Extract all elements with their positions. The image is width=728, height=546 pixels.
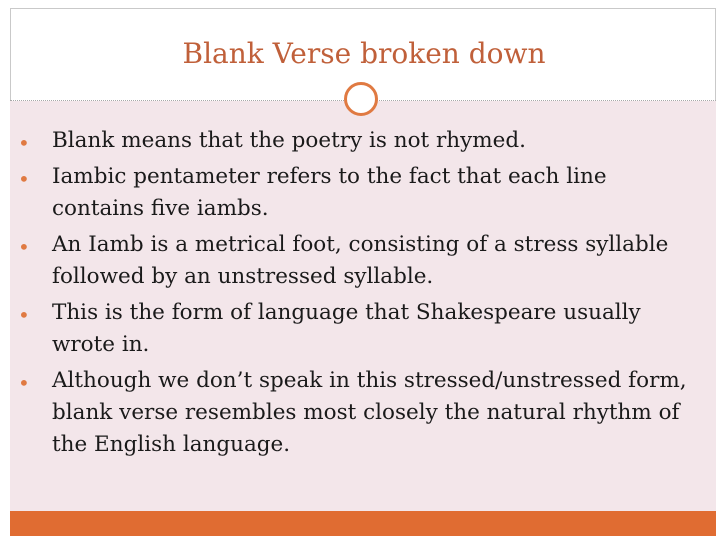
bullet-item — [0, 365, 710, 461]
bullet-icon: • — [18, 371, 30, 395]
bullet-icon: • — [18, 235, 30, 259]
bullet-text: An Iamb is a metrical foot, consisting of a stress syllable followed by an unstressed syllable. — [52, 232, 669, 289]
circle-ornament-icon — [344, 82, 378, 116]
bullet-item — [0, 297, 710, 361]
bullet-text: Blank means that the poetry is not rhymed. — [52, 128, 526, 153]
bullet-icon: • — [18, 303, 30, 327]
bullet-item — [0, 125, 710, 157]
slide-title: Blank Verse broken down — [182, 37, 546, 70]
bullet-icon: • — [18, 131, 30, 155]
bullet-text: Although we don’t speak in this stressed/unstressed form, blank verse resembles most closely the natural rhythm of the English language. — [52, 368, 687, 457]
bullet-text: This is the form of language that Shakespeare usually wrote in. — [52, 300, 641, 357]
bullet-text: Iambic pentameter refers to the fact that each line contains five iambs. — [52, 164, 607, 221]
bullet-item — [0, 229, 710, 293]
bullet-icon: • — [18, 167, 30, 191]
bullet-item — [0, 161, 710, 225]
footer-accent-bar — [10, 511, 716, 536]
bullet-list — [0, 125, 710, 465]
